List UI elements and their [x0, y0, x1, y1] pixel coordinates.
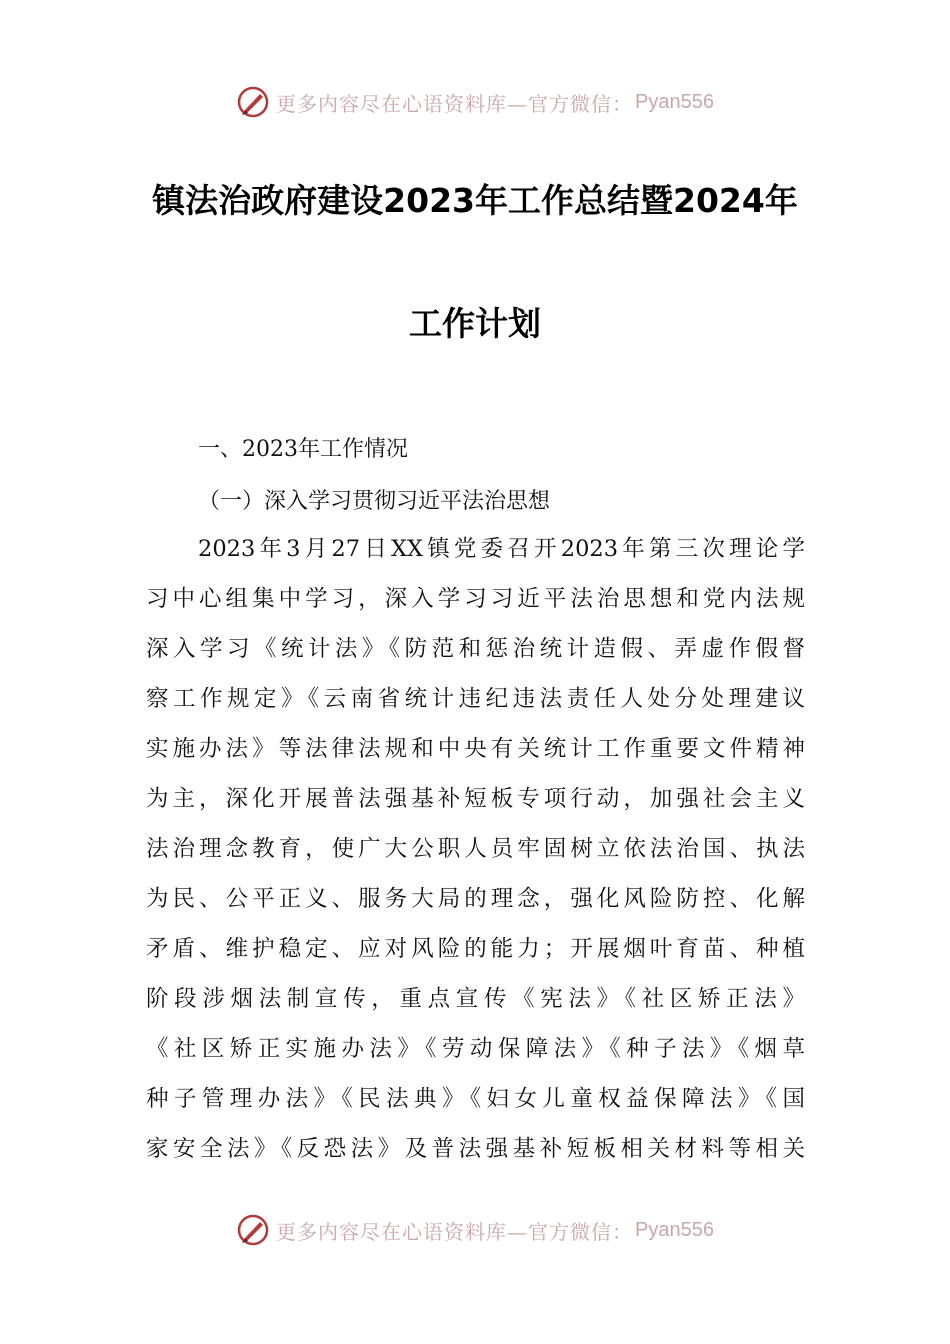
- pen-circle-logo-icon: [236, 85, 270, 119]
- body-line: 法治理念教育，使广大公职人员牢固树立依法治国、执法: [146, 836, 805, 862]
- watermark-text: 更多内容尽在心语资料库—官方微信：: [276, 91, 634, 116]
- watermark-text: 更多内容尽在心语资料库—官方微信：: [276, 1219, 634, 1244]
- document-title-line-1: 镇法治政府建设2023年工作总结暨2024年: [152, 181, 798, 220]
- header-watermark-banner: [0, 80, 950, 124]
- section-heading: 一、2023年工作情况: [198, 437, 408, 462]
- watermark-wechat-id: Pyan556: [635, 1218, 714, 1241]
- footer-watermark-banner: [0, 1208, 950, 1252]
- body-line: 阶段涉烟法制宣传，重点宣传《宪法》《社区矫正法》: [146, 986, 805, 1012]
- body-line: 深入学习《统计法》《防范和惩治统计造假、弄虚作假督: [146, 636, 805, 662]
- body-line: 习中心组集中学习，深入学习习近平法治思想和党内法规: [146, 586, 805, 612]
- watermark-wechat-id: Pyan556: [635, 90, 714, 113]
- body-line: 实施办法》等法律法规和中央有关统计工作重要文件精神: [146, 736, 805, 762]
- pen-circle-logo-icon: [236, 1213, 270, 1247]
- document-title-line-2: 工作计划: [409, 304, 541, 343]
- body-line: 《社区矫正实施办法》《劳动保障法》《种子法》《烟草: [146, 1036, 805, 1062]
- body-line: 种子管理办法》《民法典》《妇女儿童权益保障法》《国: [146, 1086, 805, 1112]
- body-line: 矛盾、维护稳定、应对风险的能力；开展烟叶育苗、种植: [146, 936, 805, 962]
- body-line: 察工作规定》《云南省统计违纪违法责任人处分处理建议: [146, 686, 805, 712]
- section-subheading: （一）深入学习贯彻习近平法治思想: [198, 489, 551, 514]
- body-line: 为主，深化开展普法强基补短板专项行动，加强社会主义: [146, 786, 805, 812]
- body-line: 家安全法》《反恐法》及普法强基补短板相关材料等相关: [146, 1136, 805, 1162]
- body-line: 2023年3月27日XX镇党委召开2023年第三次理论学: [198, 536, 805, 562]
- body-line: 为民、公平正义、服务大局的理念，强化风险防控、化解: [146, 886, 805, 912]
